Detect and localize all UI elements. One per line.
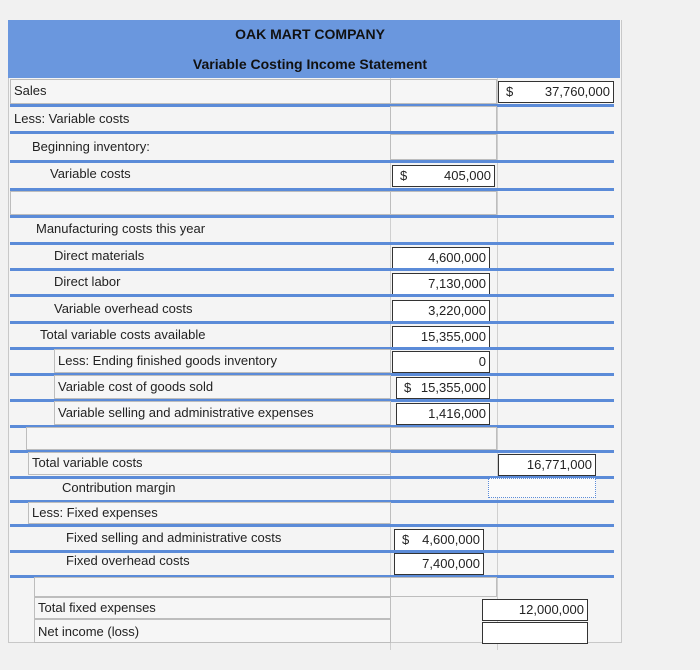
fixed-selling-admin-input[interactable] <box>394 529 484 551</box>
currency-sign: $ <box>402 532 410 547</box>
row-divider <box>10 242 614 245</box>
variable-cogs-label: Variable cost of goods sold <box>58 379 214 394</box>
input-box[interactable] <box>390 106 497 132</box>
total-fixed-input[interactable] <box>482 599 588 621</box>
blank-input-box[interactable] <box>390 427 497 450</box>
contribution-margin-label: Contribution margin <box>62 480 176 495</box>
direct-labor-input[interactable] <box>392 273 490 295</box>
ending-inventory-label: Less: Ending finished goods inventory <box>58 353 277 368</box>
fixed-overhead-label: Fixed overhead costs <box>66 553 190 568</box>
blank-input-box[interactable] <box>390 191 497 215</box>
column-divider <box>497 78 498 650</box>
blank-label-box[interactable] <box>26 427 391 450</box>
row-divider <box>10 160 614 163</box>
beginning-inventory-label: Beginning inventory: <box>32 139 150 154</box>
fixed-overhead-value: 7,400,000 <box>422 556 480 571</box>
variable-selling-admin-value: 1,416,000 <box>428 406 486 421</box>
sales-label: Sales <box>14 83 47 98</box>
currency-sign: $ <box>506 84 514 99</box>
fixed-selling-admin-label: Fixed selling and administrative costs <box>66 530 282 545</box>
variable-selling-admin-label: Variable selling and administrative expenses <box>58 405 314 420</box>
variable-costs-label: Variable costs <box>50 166 131 181</box>
variable-overhead-input[interactable] <box>392 300 490 322</box>
direct-materials-input[interactable] <box>392 247 490 269</box>
variable-cogs-value: 15,355,000 <box>420 380 486 395</box>
blank-input-box[interactable] <box>390 577 497 597</box>
currency-sign: $ <box>400 168 408 183</box>
total-fixed-value: 12,000,000 <box>518 602 584 617</box>
net-income-input[interactable] <box>482 622 588 644</box>
row-divider <box>10 215 614 218</box>
direct-labor-label: Direct labor <box>54 274 121 289</box>
blank-label-box[interactable] <box>34 577 391 597</box>
variable-overhead-label: Variable overhead costs <box>54 301 193 316</box>
variable-selling-admin-input[interactable] <box>396 403 490 425</box>
row-divider <box>10 268 614 271</box>
variable-costs-value: 405,000 <box>444 168 491 183</box>
less-fixed-label: Less: Fixed expenses <box>32 505 158 520</box>
statement-title: Variable Costing Income Statement <box>192 56 428 72</box>
direct-materials-value: 4,600,000 <box>428 250 486 265</box>
ending-inventory-value: 0 <box>478 354 486 369</box>
blank-label-box[interactable] <box>10 191 391 215</box>
sales-value: 37,760,000 <box>544 84 610 99</box>
row-divider <box>10 131 614 134</box>
company-name: OAK MART COMPANY <box>235 26 385 42</box>
currency-sign: $ <box>404 380 412 395</box>
fixed-selling-admin-value: 4,600,000 <box>422 532 480 547</box>
total-variable-costs-value: 16,771,000 <box>526 457 592 472</box>
ending-inventory-input[interactable] <box>392 351 490 373</box>
row-divider <box>10 524 614 527</box>
input-box[interactable] <box>390 134 497 160</box>
manufacturing-costs-label: Manufacturing costs this year <box>36 221 206 236</box>
direct-materials-label: Direct materials <box>54 248 145 263</box>
total-variable-available-input[interactable] <box>392 326 490 348</box>
contribution-margin-input[interactable] <box>488 478 596 498</box>
row-divider <box>10 294 614 297</box>
sales-input[interactable] <box>498 81 614 103</box>
row-divider <box>10 321 614 324</box>
total-variable-available-label: Total variable costs available <box>40 327 206 342</box>
variable-cogs-input[interactable] <box>396 377 490 399</box>
label-box <box>10 79 391 104</box>
fixed-overhead-input[interactable] <box>394 553 484 575</box>
row-divider <box>10 104 614 107</box>
variable-overhead-value: 3,220,000 <box>428 303 486 318</box>
total-variable-available-value: 15,355,000 <box>420 329 486 344</box>
input-box[interactable] <box>390 79 497 104</box>
direct-labor-value: 7,130,000 <box>428 276 486 291</box>
net-income-label: Net income (loss) <box>38 624 140 639</box>
total-fixed-label: Total fixed expenses <box>38 600 156 615</box>
variable-costs-input[interactable] <box>392 165 495 187</box>
less-variable-costs-label: Less: Variable costs <box>14 111 130 126</box>
total-variable-costs-input[interactable] <box>498 454 596 476</box>
total-variable-costs-label: Total variable costs <box>32 455 143 470</box>
